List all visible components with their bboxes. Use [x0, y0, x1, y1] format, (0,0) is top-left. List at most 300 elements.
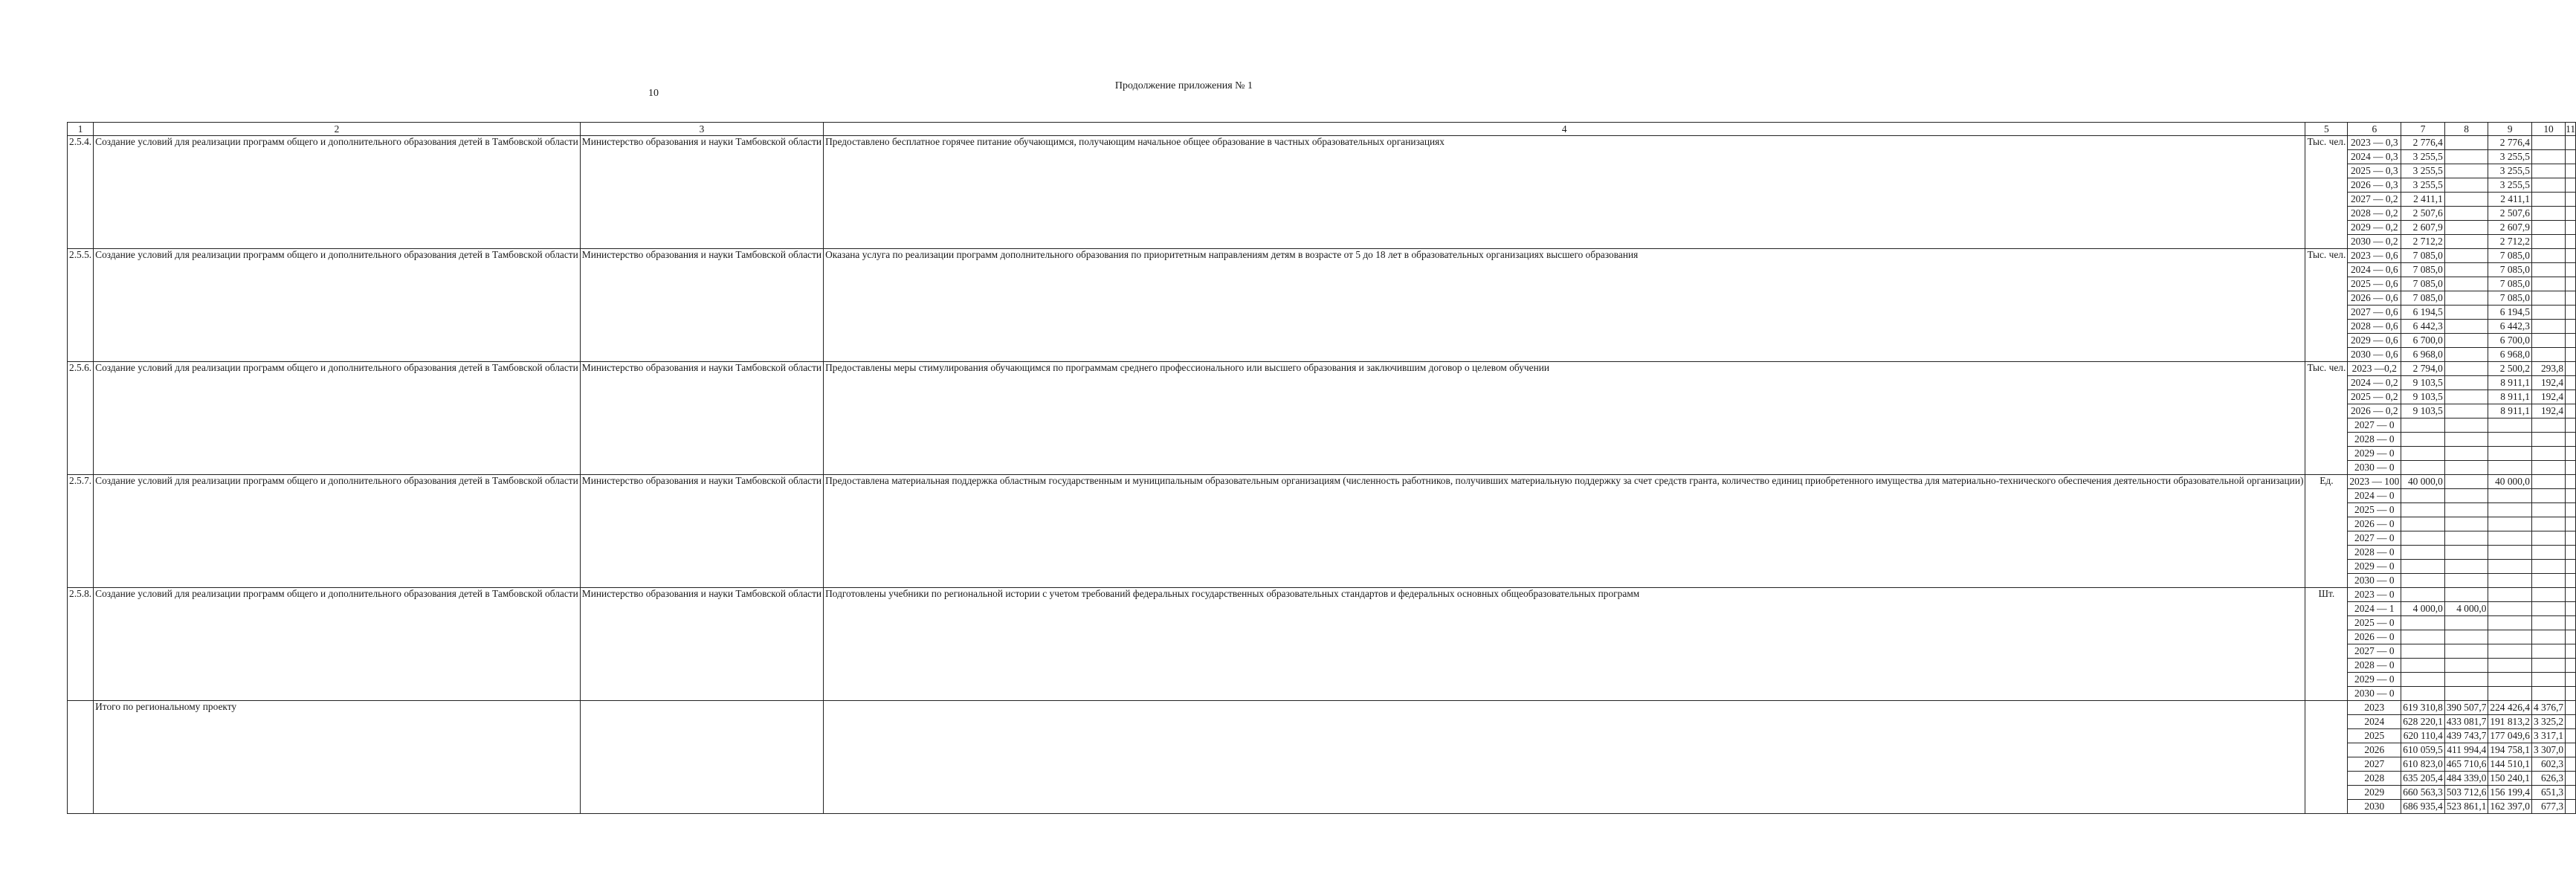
year-value: 2025 — 0 [2348, 616, 2401, 630]
amount-c10: 602,3 [2531, 757, 2565, 772]
item-executor: Министерство образования и науки Тамбовской области [580, 136, 823, 249]
amount-c7: 2 776,4 [2401, 136, 2445, 150]
amount-c7: 9 103,5 [2401, 404, 2445, 418]
amount-c8 [2444, 447, 2488, 461]
amount-c7: 2 794,0 [2401, 362, 2445, 376]
amount-c8: 523 861,1 [2444, 800, 2488, 814]
item-result: Предоставлены меры стимулирования обучающимся по программам среднего профессионального или высшего образования и заключившим договор о целевом обучении [824, 362, 2305, 475]
year-value: 2025 — 0,2 [2348, 390, 2401, 404]
item-result: Подготовлены учебники по региональной истории с учетом требований федеральных государственных образовательных стандартов и федеральных основных общеобразовательных программ [824, 588, 2305, 701]
amount-c8 [2444, 150, 2488, 164]
amount-c11 [2566, 164, 2576, 178]
amount-c8 [2444, 221, 2488, 235]
amount-c11 [2566, 644, 2576, 659]
amount-c8 [2444, 630, 2488, 644]
year-value: 2024 — 0,2 [2348, 376, 2401, 390]
column-header-6: 6 [2348, 123, 2401, 136]
amount-c7: 7 085,0 [2401, 263, 2445, 277]
item-executor: Министерство образования и науки Тамбовской области [580, 475, 823, 588]
amount-c10: 677,3 [2531, 800, 2565, 814]
amount-c11 [2566, 320, 2576, 334]
amount-c10 [2531, 306, 2565, 320]
amount-c10 [2531, 489, 2565, 503]
item-unit: Тыс. чел. [2305, 362, 2348, 475]
amount-c7: 620 110,4 [2401, 729, 2445, 743]
amount-c11 [2566, 277, 2576, 291]
amount-c7: 3 255,5 [2401, 164, 2445, 178]
amount-c7: 7 085,0 [2401, 291, 2445, 306]
item-number: 2.5.6. [68, 362, 94, 475]
amount-c9: 144 510,1 [2488, 757, 2532, 772]
table-row [68, 588, 2576, 602]
amount-c10: 4 376,7 [2531, 701, 2565, 715]
amount-c8 [2444, 475, 2488, 489]
amount-c10 [2531, 277, 2565, 291]
amount-c10 [2531, 546, 2565, 560]
year-value: 2029 [2348, 786, 2401, 800]
year-value: 2027 — 0 [2348, 418, 2401, 433]
amount-c10 [2531, 616, 2565, 630]
amount-c7: 7 085,0 [2401, 249, 2445, 263]
column-header-8: 8 [2444, 123, 2488, 136]
amount-c10: 3 307,0 [2531, 743, 2565, 757]
year-value: 2025 — 0,6 [2348, 277, 2401, 291]
amount-c9 [2488, 659, 2532, 673]
amount-c8 [2444, 531, 2488, 546]
year-value: 2028 — 0,2 [2348, 207, 2401, 221]
amount-c11 [2566, 560, 2576, 574]
item-unit: Шт. [2305, 588, 2348, 701]
amount-c7 [2401, 546, 2445, 560]
amount-c10 [2531, 574, 2565, 588]
item-executor [580, 701, 823, 814]
amount-c9: 162 397,0 [2488, 800, 2532, 814]
year-value: 2029 — 0 [2348, 447, 2401, 461]
amount-c8 [2444, 306, 2488, 320]
amount-c10 [2531, 644, 2565, 659]
amount-c11 [2566, 334, 2576, 348]
amount-c8: 4 000,0 [2444, 602, 2488, 616]
amount-c7: 6 194,5 [2401, 306, 2445, 320]
item-executor: Министерство образования и науки Тамбовской области [580, 249, 823, 362]
amount-c9: 7 085,0 [2488, 291, 2532, 306]
amount-c10: 626,3 [2531, 772, 2565, 786]
item-number: 2.5.5. [68, 249, 94, 362]
amount-c11 [2566, 150, 2576, 164]
amount-c7 [2401, 687, 2445, 701]
amount-c7: 6 442,3 [2401, 320, 2445, 334]
item-executor: Министерство образования и науки Тамбовской области [580, 362, 823, 475]
amount-c11 [2566, 574, 2576, 588]
amount-c8 [2444, 489, 2488, 503]
amount-c7: 3 255,5 [2401, 150, 2445, 164]
year-value: 2023 — 100 [2348, 475, 2401, 489]
year-value: 2030 — 0,2 [2348, 235, 2401, 249]
amount-c7: 2 411,1 [2401, 193, 2445, 207]
amount-c9: 156 199,4 [2488, 786, 2532, 800]
amount-c10: 192,4 [2531, 390, 2565, 404]
amount-c10 [2531, 193, 2565, 207]
amount-c8 [2444, 136, 2488, 150]
amount-c8 [2444, 461, 2488, 475]
table-row [68, 249, 2576, 263]
column-header-7: 7 [2401, 123, 2445, 136]
amount-c10 [2531, 560, 2565, 574]
amount-c8: 465 710,6 [2444, 757, 2488, 772]
amount-c9 [2488, 517, 2532, 531]
item-unit: Тыс. чел. [2305, 136, 2348, 249]
amount-c10: 192,4 [2531, 376, 2565, 390]
year-value: 2028 — 0 [2348, 546, 2401, 560]
amount-c7 [2401, 673, 2445, 687]
amount-c11 [2566, 687, 2576, 701]
amount-c7 [2401, 644, 2445, 659]
amount-c10 [2531, 164, 2565, 178]
amount-c10 [2531, 320, 2565, 334]
item-name: Создание условий для реализации программ общего и дополнительного образования детей в Тамбовской области [94, 249, 581, 362]
amount-c11 [2566, 235, 2576, 249]
amount-c7: 6 700,0 [2401, 334, 2445, 348]
amount-c11 [2566, 291, 2576, 306]
amount-c11 [2566, 376, 2576, 390]
year-value: 2027 — 0,2 [2348, 193, 2401, 207]
amount-c8 [2444, 574, 2488, 588]
year-value: 2025 — 0 [2348, 503, 2401, 517]
amount-c9: 6 194,5 [2488, 306, 2532, 320]
amount-c10 [2531, 673, 2565, 687]
column-header-5: 5 [2305, 123, 2348, 136]
amount-c9 [2488, 560, 2532, 574]
amount-c8 [2444, 277, 2488, 291]
amount-c10 [2531, 517, 2565, 531]
year-value: 2030 — 0 [2348, 687, 2401, 701]
amount-c9: 3 255,5 [2488, 150, 2532, 164]
amount-c11 [2566, 207, 2576, 221]
amount-c11 [2566, 673, 2576, 687]
amount-c10: 3 317,1 [2531, 729, 2565, 743]
amount-c8 [2444, 616, 2488, 630]
amount-c9 [2488, 602, 2532, 616]
amount-c7: 2 712,2 [2401, 235, 2445, 249]
item-unit: Тыс. чел. [2305, 249, 2348, 362]
amount-c8 [2444, 362, 2488, 376]
amount-c11 [2566, 221, 2576, 235]
amount-c10 [2531, 249, 2565, 263]
amount-c10 [2531, 433, 2565, 447]
amount-c11 [2566, 433, 2576, 447]
amount-c8 [2444, 291, 2488, 306]
column-header-2: 2 [94, 123, 581, 136]
amount-c9 [2488, 644, 2532, 659]
amount-c8 [2444, 249, 2488, 263]
amount-c11 [2566, 800, 2576, 814]
year-value: 2026 — 0,2 [2348, 404, 2401, 418]
amount-c9: 2 411,1 [2488, 193, 2532, 207]
amount-c11 [2566, 531, 2576, 546]
amount-c9: 8 911,1 [2488, 376, 2532, 390]
year-value: 2028 [2348, 772, 2401, 786]
amount-c11 [2566, 715, 2576, 729]
amount-c11 [2566, 786, 2576, 800]
year-value: 2027 [2348, 757, 2401, 772]
amount-c7: 635 205,4 [2401, 772, 2445, 786]
column-header-3: 3 [580, 123, 823, 136]
page-number: 10 [648, 88, 659, 99]
amount-c11 [2566, 517, 2576, 531]
amount-c9: 2 607,9 [2488, 221, 2532, 235]
amount-c7: 4 000,0 [2401, 602, 2445, 616]
amount-c9: 2 500,2 [2488, 362, 2532, 376]
amount-c9 [2488, 588, 2532, 602]
amount-c9: 191 813,2 [2488, 715, 2532, 729]
amount-c11 [2566, 602, 2576, 616]
amount-c10 [2531, 136, 2565, 150]
amount-c9 [2488, 503, 2532, 517]
amount-c9: 7 085,0 [2488, 249, 2532, 263]
amount-c10 [2531, 602, 2565, 616]
amount-c8 [2444, 644, 2488, 659]
amount-c7: 2 507,6 [2401, 207, 2445, 221]
amount-c11 [2566, 249, 2576, 263]
year-value: 2029 — 0 [2348, 560, 2401, 574]
amount-c8 [2444, 433, 2488, 447]
amount-c9: 6 968,0 [2488, 348, 2532, 362]
amount-c10 [2531, 475, 2565, 489]
year-value: 2028 — 0 [2348, 433, 2401, 447]
amount-c10 [2531, 418, 2565, 433]
year-value: 2028 — 0 [2348, 659, 2401, 673]
year-value: 2023 — 0 [2348, 588, 2401, 602]
year-value: 2023 —0,2 [2348, 362, 2401, 376]
item-result: Предоставлена материальная поддержка областным государственным и муниципальным образовательным организациям (численность работников, получивших материальную поддержку за счет средств гранта, количество единиц приобретенного имущества для материально-технического обеспечения деятельности образовательной организации) [824, 475, 2305, 588]
amount-c8 [2444, 320, 2488, 334]
amount-c9: 194 758,1 [2488, 743, 2532, 757]
amount-c11 [2566, 193, 2576, 207]
amount-c11 [2566, 630, 2576, 644]
amount-c10 [2531, 334, 2565, 348]
item-name: Создание условий для реализации программ общего и дополнительного образования детей в Тамбовской области [94, 136, 581, 249]
item-number [68, 701, 94, 814]
amount-c9: 6 442,3 [2488, 320, 2532, 334]
year-value: 2025 [2348, 729, 2401, 743]
amount-c8 [2444, 546, 2488, 560]
year-value: 2026 — 0,3 [2348, 178, 2401, 193]
amount-c7 [2401, 574, 2445, 588]
amount-c8 [2444, 659, 2488, 673]
amount-c9: 2 712,2 [2488, 235, 2532, 249]
amount-c7 [2401, 447, 2445, 461]
amount-c9: 8 911,1 [2488, 404, 2532, 418]
year-value: 2029 — 0,2 [2348, 221, 2401, 235]
continuation-label: Продолжение приложения № 1 [1114, 80, 1253, 91]
item-number: 2.5.8. [68, 588, 94, 701]
amount-c9 [2488, 461, 2532, 475]
amount-c11 [2566, 178, 2576, 193]
year-value: 2026 — 0 [2348, 630, 2401, 644]
amount-c9: 2 507,6 [2488, 207, 2532, 221]
column-header-10: 10 [2531, 123, 2565, 136]
year-value: 2026 — 0,6 [2348, 291, 2401, 306]
year-value: 2030 — 0 [2348, 574, 2401, 588]
amount-c11 [2566, 348, 2576, 362]
year-value: 2029 — 0,6 [2348, 334, 2401, 348]
amount-c7 [2401, 517, 2445, 531]
amount-c10: 192,4 [2531, 404, 2565, 418]
column-header-1: 1 [68, 123, 94, 136]
amount-c9: 150 240,1 [2488, 772, 2532, 786]
amount-c11 [2566, 390, 2576, 404]
amount-c11 [2566, 729, 2576, 743]
amount-c10 [2531, 235, 2565, 249]
amount-c7 [2401, 418, 2445, 433]
year-value: 2024 — 0,3 [2348, 150, 2401, 164]
item-result: Предоставлено бесплатное горячее питание обучающимся, получающим начальное общее образование в частных образовательных организациях [824, 136, 2305, 249]
amount-c11 [2566, 701, 2576, 715]
amount-c8 [2444, 235, 2488, 249]
amount-c8 [2444, 687, 2488, 701]
amount-c9 [2488, 433, 2532, 447]
amount-c10: 293,8 [2531, 362, 2565, 376]
amount-c10 [2531, 531, 2565, 546]
amount-c11 [2566, 588, 2576, 602]
amount-c9 [2488, 447, 2532, 461]
amount-c10 [2531, 178, 2565, 193]
amount-c8 [2444, 164, 2488, 178]
amount-c9: 224 426,4 [2488, 701, 2532, 715]
amount-c9 [2488, 418, 2532, 433]
item-number: 2.5.4. [68, 136, 94, 249]
amount-c9 [2488, 616, 2532, 630]
amount-c11 [2566, 546, 2576, 560]
table-row [68, 701, 2576, 715]
amount-c9: 7 085,0 [2488, 277, 2532, 291]
amount-c10 [2531, 503, 2565, 517]
year-value: 2023 [2348, 701, 2401, 715]
amount-c7: 660 563,3 [2401, 786, 2445, 800]
amount-c10 [2531, 659, 2565, 673]
amount-c11 [2566, 616, 2576, 630]
year-value: 2027 — 0,6 [2348, 306, 2401, 320]
amount-c9 [2488, 574, 2532, 588]
table-row [68, 136, 2576, 150]
amount-c10 [2531, 348, 2565, 362]
item-unit: Ед. [2305, 475, 2348, 588]
year-value: 2030 — 0 [2348, 461, 2401, 475]
amount-c7: 619 310,8 [2401, 701, 2445, 715]
amount-c7 [2401, 503, 2445, 517]
amount-c11 [2566, 263, 2576, 277]
amount-c9: 3 255,5 [2488, 178, 2532, 193]
amount-c10 [2531, 630, 2565, 644]
column-header-row [68, 123, 2576, 136]
amount-c8 [2444, 178, 2488, 193]
amount-c7 [2401, 616, 2445, 630]
amount-c9 [2488, 546, 2532, 560]
amount-c11 [2566, 659, 2576, 673]
amount-c8 [2444, 207, 2488, 221]
program-table [67, 122, 2576, 814]
year-value: 2027 — 0 [2348, 644, 2401, 659]
amount-c11 [2566, 503, 2576, 517]
amount-c8 [2444, 517, 2488, 531]
amount-c7 [2401, 461, 2445, 475]
amount-c10 [2531, 150, 2565, 164]
amount-c8 [2444, 348, 2488, 362]
year-value: 2023 — 0,3 [2348, 136, 2401, 150]
amount-c7: 610 059,5 [2401, 743, 2445, 757]
amount-c11 [2566, 461, 2576, 475]
table-row [68, 362, 2576, 376]
year-value: 2028 — 0,6 [2348, 320, 2401, 334]
amount-c7 [2401, 588, 2445, 602]
amount-c7: 40 000,0 [2401, 475, 2445, 489]
amount-c9: 2 776,4 [2488, 136, 2532, 150]
year-value: 2029 — 0 [2348, 673, 2401, 687]
year-value: 2026 — 0 [2348, 517, 2401, 531]
amount-c9: 3 255,5 [2488, 164, 2532, 178]
amount-c7 [2401, 489, 2445, 503]
amount-c9: 8 911,1 [2488, 390, 2532, 404]
amount-c11 [2566, 489, 2576, 503]
amount-c10 [2531, 687, 2565, 701]
amount-c10 [2531, 461, 2565, 475]
year-value: 2030 [2348, 800, 2401, 814]
amount-c7 [2401, 560, 2445, 574]
amount-c8 [2444, 673, 2488, 687]
amount-c8: 411 994,4 [2444, 743, 2488, 757]
year-value: 2023 — 0,6 [2348, 249, 2401, 263]
amount-c11 [2566, 362, 2576, 376]
amount-c11 [2566, 757, 2576, 772]
amount-c10 [2531, 221, 2565, 235]
year-value: 2024 — 0 [2348, 489, 2401, 503]
amount-c7: 9 103,5 [2401, 390, 2445, 404]
year-value: 2024 — 1 [2348, 602, 2401, 616]
table-row [68, 475, 2576, 489]
amount-c7: 610 823,0 [2401, 757, 2445, 772]
item-result: Оказана услуга по реализации программ дополнительного образования по приоритетным направлениям детям в возрасте от 5 до 18 лет в образовательных организациях высшего образования [824, 249, 2305, 362]
amount-c8 [2444, 193, 2488, 207]
amount-c11 [2566, 404, 2576, 418]
amount-c7: 2 607,9 [2401, 221, 2445, 235]
amount-c8: 390 507,7 [2444, 701, 2488, 715]
amount-c9 [2488, 687, 2532, 701]
amount-c10 [2531, 588, 2565, 602]
amount-c9 [2488, 531, 2532, 546]
amount-c10: 3 325,2 [2531, 715, 2565, 729]
amount-c11 [2566, 136, 2576, 150]
amount-c7: 686 935,4 [2401, 800, 2445, 814]
amount-c7 [2401, 630, 2445, 644]
amount-c11 [2566, 306, 2576, 320]
column-header-4: 4 [824, 123, 2305, 136]
amount-c9: 177 049,6 [2488, 729, 2532, 743]
year-value: 2024 [2348, 715, 2401, 729]
amount-c8 [2444, 390, 2488, 404]
year-value: 2026 [2348, 743, 2401, 757]
amount-c7 [2401, 659, 2445, 673]
item-name: Создание условий для реализации программ общего и дополнительного образования детей в Тамбовской области [94, 475, 581, 588]
amount-c7 [2401, 433, 2445, 447]
year-value: 2024 — 0,6 [2348, 263, 2401, 277]
amount-c11 [2566, 418, 2576, 433]
amount-c9: 40 000,0 [2488, 475, 2532, 489]
amount-c11 [2566, 475, 2576, 489]
amount-c9 [2488, 630, 2532, 644]
item-name: Создание условий для реализации программ общего и дополнительного образования детей в Тамбовской области [94, 588, 581, 701]
amount-c9: 6 700,0 [2488, 334, 2532, 348]
amount-c8: 503 712,6 [2444, 786, 2488, 800]
